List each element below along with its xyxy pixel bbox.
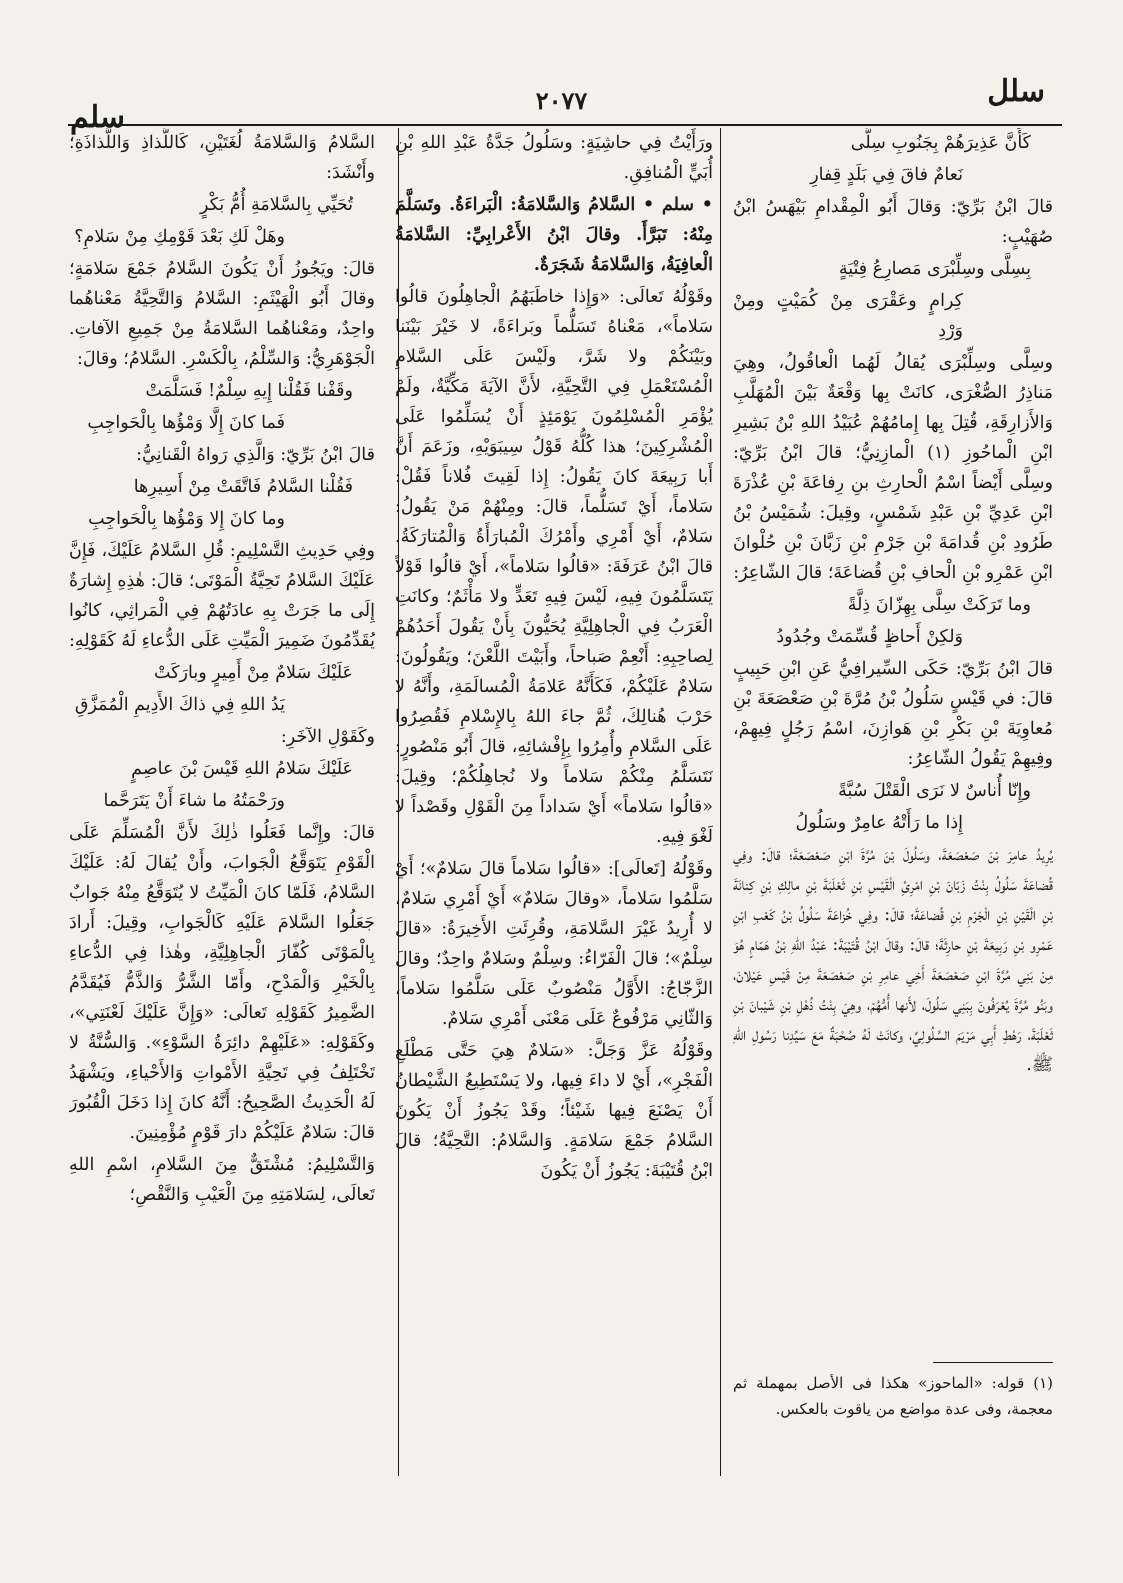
entry-heading-paragraph: • سلم • السَّلامُ وَالسَّلامَةُ: الْبَراءَةُ. وتَسَلَّمَ مِنْهُ: تَبَرَّأَ. وقالَ ابْنُ الأَعْرابِيِّ: السَّلامَةُ الْعافِيَةُ، وَالسَّلامَةُ شَجَرَةٌ. (395, 195, 713, 275)
text-column-right (733, 128, 1053, 1488)
page-number: ٢٠٧٧ (535, 86, 588, 115)
paragraph: يُرِيدُ عامِرَ بْنَ صَعْصَعَةَ، وسَلُولَ بْنَ مُرَّةَ ابْنِ صَعْصَعَةَ؛ قالَ: وفِي قُضاعَةَ سَلُولُ بِنْتُ زَبّانَ بْنِ امْرِئِ الْقَيْسِ بْنِ ثَعْلَبَةَ بْنِ مالِكِ بْنِ كِنانَةَ بْنِ الْقَيْنِ بْنِ الْجَرْمِ بْنِ قُضاعَةَ؛ قالَ: وفِي خُزاعَةَ سَلُولُ بْنُ كَعْبِ ابْنِ عَمْرِو بْنِ رَبِيعَةَ بْنِ حارِثَةَ؛ قالَ: وقالَ ابْنُ قُتَيْبَةَ: عَبْدُ اللهِ بْنُ هَمّامٍ هُوَ مِنْ بَنِي مُرَّةَ ابْنِ صَعْصَعَةَ أَخِي عامِرِ بْنِ صَعْصَعَةَ مِنْ قَيْسِ عَيْلانَ، وبَنُو مُرَّةَ يُعْرَفُونَ بِبَنِي سَلُولَ، لأَنها أُمُّهُمْ، وهِيَ بِنْتُ ذُهْلِ بْنِ شَيْبانَ بْنِ ثَعْلَبَةَ، رَهْطِ أَبِي مَرْيَمَ السَّلُولِيِّ، وكانَتْ لَهُ صُحْبَةٌ مَعَ سَيِّدِنا رَسُولِ اللهِ ﷺ. (733, 845, 1053, 1075)
verse-line: عَلَيْكَ سَلامٌ مِنْ أَمِيرٍ وبارَكَتْ (154, 663, 353, 683)
verse-line: فَما كانَ إِلَّا وَمْؤُها بِالْحَواجِبِ (87, 413, 285, 433)
paragraph: السَّلامُ وَالسَّلامَةُ لُغَتَيْنِ، كَاللَّذاذِ وَاللَّذاذَةِ؛ وأَنْشَدَ: (69, 133, 375, 183)
verse-line: كَأَنَّ عَذِيرَهُمْ بِجَنُوبِ سِلَّى (850, 133, 1031, 153)
header-root-word: سلل (987, 74, 1045, 109)
verse-line: يَدُ اللهِ فِي ذاكَ الأَدِيمِ الْمُمَزَّقِ (74, 695, 285, 715)
text-column-middle (395, 128, 713, 1488)
paragraph: ورَأَيْتُ فِي حاشِيَةٍ: وسَلُولُ جَدَّةُ عَبْدِ اللهِ بْنِ أُبَيٍّ الْمُنافِقِ. (395, 133, 713, 183)
paragraph: قالَ: ويَجُوزُ أَنْ يَكُونَ السَّلامُ جَمْعَ سَلامَةٍ؛ وقالَ أَبُو الْهَيْثَمِ: السَّلامُ وَالتَّحِيَّةُ مَعْناهُما واحِدٌ، ومَعْناهُما السَّلامَةُ مِنْ جَمِيعِ الآفاتِ. الْجَوْهَرِيُّ: وَالسِّلْمُ، بِالْكَسْرِ. السَّلامُ؛ وقالَ: (69, 259, 375, 369)
paragraph: وَالتَّسْلِيمُ: مُشْتَقٌّ مِنَ السَّلامِ، اسْمِ اللهِ تَعالَى، لِسَلامَتِهِ مِنَ الْعَيْبِ وَالنَّقْصِ؛ (69, 1155, 375, 1205)
verse-line: نَعامٌ فاقَ فِي بَلَدٍ قِفارِ (810, 165, 963, 185)
paragraph: وكَقَوْلِ الآخَرِ: (280, 727, 375, 747)
footnote: (١) قوله: «الماحوز» هكذا فى الأصل بمهملة ثم معجمة، وفى عدة مواضع من ياقوت بالعكس. (733, 1374, 1053, 1418)
paragraph: وقَوْلُهُ [تَعالَى]: «قالُوا سَلاماً قالَ سَلامٌ»؛ أَيْ سَلَّمُوا سَلاماً، «وقالَ سَلامٌ» أَيْ أَمْرِي سَلامٌ، لا أُرِيدُ غَيْرَ السَّلامَةِ، وقُرِئَتِ الأَخِيرَةُ: «قالَ سِلْمٌ»؛ قالَ الْفَرّاءُ: وسِلْمٌ وسَلامٌ واحِدٌ؛ وقالَ الزَّجّاجُ: الأَوَّلُ مَنْصُوبٌ عَلَى سَلَّمُوا سَلاماً، وَالثّانِي مَرْفُوعٌ عَلَى مَعْنَى أَمْرِي سَلامٌ. (395, 859, 713, 1029)
paragraph: قالَ ابْنُ بَرِّيّ: وَقالَ أَبُو الْمِقْدامِ بَيْهَسُ ابْنُ صُهَيْبٍ: (733, 197, 1053, 247)
paragraph: قالَ ابْنُ بَرِّيّ: وَالَّذِي رَواهُ الْقَنانِيُّ: (136, 445, 375, 465)
header-next-root-word: سلم (70, 100, 126, 135)
paragraph: وقَوْلُهُ عَزَّ وَجَلَّ: «سَلامٌ هِيَ حَتَّى مَطْلَعِ الْفَجْرِ»، أَيْ لا داءَ فِيها، ولا يَسْتَطِيعُ الشَّيْطانُ أَنْ يَصْنَعَ فِيها شَيْئاً؛ وقَدْ يَجُوزُ أَنْ يَكُونَ السَّلامُ جَمْعَ سَلامَةٍ. وَالسَّلامُ: التَّحِيَّةُ؛ قالَ ابْنُ قُتَيْبَةَ: يَجُوزُ أَنْ يَكُونَ (395, 1041, 713, 1181)
column-divider-right (720, 128, 721, 1476)
verse-line: وإِنّا أُناسٌ لا نَرَى الْقَتْلَ سُبَّةً (838, 781, 1031, 801)
verse-line: كِرامٍ وعَقْرَى مِنْ كُمَيْتٍ ومِنْ وَرْدِ (733, 291, 963, 341)
verse-line: وَلكِنْ أَحاظٍ قُسِّمَتْ وجُدُودُ (776, 627, 963, 647)
paragraph: قالَ: وإِنَّما فَعَلُوا ذٰلِكَ لأَنَّ الْمُسَلِّمَ عَلَى الْقَوْمِ يَتَوَقَّعُ الْجَوابَ، وأَنْ يُقالَ لَهُ: عَلَيْكَ السَّلامُ، فَلَمّا كانَ الْمَيِّتُ لا يُتَوَقَّعُ مِنْهُ جَوابٌ جَعَلُوا السَّلامَ عَلَيْهِ كَالْجَوابِ، وقِيلَ: أَرادَ بِالْمَوْتَى كُفّارَ الْجاهِلِيَّةِ، وهٰذا فِي الدُّعاءِ بِالْخَيْرِ وَالْمَدْحِ، وأَمّا الشَّرُّ وَالذَّمُّ فَيُقَدَّمُ الضَّمِيرُ كَقَوْلِهِ تَعالَى: «وَإِنَّ عَلَيْكَ لَعْنَتِي»، وكَقَوْلِهِ: «عَلَيْهِمْ دائِرَةُ السَّوْءِ». وَالسُّنَّةُ لا تَخْتَلِفُ فِي تَحِيَّةِ الأَمْواتِ وَالأَحْياءِ، ويَشْهَدُ لَهُ الْحَدِيثُ الصَّحِيحُ: أَنَّهُ كانَ إِذا دَخَلَ الْقُبُورَ قالَ: سَلامٌ عَلَيْكُمْ دارَ قَوْمٍ مُؤْمِنِينَ. (69, 823, 375, 1143)
verse-line: إِذا ما رَأَتْهُ عامِرٌ وسَلُولُ (795, 813, 963, 833)
paragraph: وقَوْلُهُ تَعالَى: «وَإِذا خاطَبَهُمُ الْجاهِلُونَ قالُوا سَلاماً»، مَعْناهُ تَسَلُّماً وبَراءَةً، لا خَيْرَ بَيْنَنا وبَيْنَكُمْ ولا شَرَّ، ولَيْسَ عَلَى السَّلامِ الْمُسْتَعْمَلِ فِي التَّحِيَّةِ، لأَنَّ الآيَةَ مَكِّيَّةٌ، ولَمْ يُؤْمَرِ الْمُسْلِمُونَ يَوْمَئِذٍ أَنْ يُسَلِّمُوا عَلَى الْمُشْرِكِينَ؛ هذا كُلُّهُ قَوْلُ سِيبَوَيْهِ، وزَعَمَ أَنَّ أَبا رَبِيعَةَ كانَ يَقُولُ: إِذا لَقِيتَ فُلاناً فَقُلْ: سَلاماً، أَيْ تَسَلُّماً، قالَ: ومِنْهُمْ مَنْ يَقُولُ: سَلامٌ، أَيْ أَمْرِي وأَمْرُكَ الْمُبارَأَةُ وَالْمُتارَكَةُ. قالَ ابْنُ عَرَفَةَ: «قالُوا سَلاماً»، أَيْ قالُوا قَوْلاً يَتَسَلَّمُونَ فِيهِ، لَيْسَ فِيهِ تَعَدٍّ ولا مَأْثَمٌ؛ وكانَتِ الْعَرَبُ فِي الْجاهِلِيَّةِ يُحَيُّونَ بِأَنْ يَقُولَ أَحَدُهُمْ لِصاحِبِهِ: أَنْعِمْ صَباحاً، وأَبَيْتَ اللَّعْنَ؛ ويَقُولُونَ: سَلامٌ عَلَيْكُمْ، فَكَأَنَّهُ عَلامَةُ الْمُسالَمَةِ، وأَنَّهُ لا حَرْبَ هُنالِكَ، ثُمَّ جاءَ اللهُ بِالإِسْلامِ فَقُصِرُوا عَلَى السَّلامِ وأُمِرُوا بِإِفْشائِهِ، قالَ أَبُو مَنْصُورٍ: نَتَسَلَّمُ مِنْكُمْ سَلاماً ولا نُجاهِلُكُمْ؛ وقِيلَ: «قالُوا سَلاماً» أَيْ سَداداً مِنَ الْقَوْلِ وقَصْداً لا لَغْوَ فِيهِ. (395, 287, 713, 847)
header-divider (68, 124, 1062, 126)
verse-line: فَقُلْنا السَّلامُ فَاتَّقَتْ مِنْ أَسِيرِها (133, 477, 353, 497)
verse-line: وما كانَ إِلا وَمْؤُها بِالْحَواجِبِ (88, 509, 285, 529)
text-column-left (69, 128, 375, 1488)
paragraph: وسِلَّى وسِلِّبْرَى يُقالُ لَهُما الْعاقُولُ، وهِيَ مَناذِرُ الصُّغْرَى، كانَتْ بِها وَقْعَةٌ بَيْنَ الْمُهَلَّبِ وَالأَزارِقَةِ، قُتِلَ بِها إِمامُهُمْ عُبَيْدُ اللهِ بْنُ بَشِيرِ ابْنِ الْماحُوزِ (١) الْمازِنِيُّ؛ قالَ ابْنُ بَرِّيّ: وسِلَّى أَيْضاً اسْمُ الْحارِثِ بنِ رِفاعَةَ بْنِ عُذْرَةَ ابْنِ عَدِيِّ بْنِ عَبْدِ شَمْسٍ، وقِيلَ: شُمَيْسُ بْنُ طَرُودِ بْنِ قُدامَةَ بْنِ جَرْمِ بْنِ زَبَّانَ بْنِ حُلْوانَ ابْنِ عَمْرِو بْنِ الْحافِ بْنِ قُضاعَةَ؛ قالَ الشّاعِرُ: (733, 353, 1053, 583)
verse-line: وهَلْ لَكِ بَعْدَ قَوْمِكِ مِنْ سَلامِ؟ (74, 227, 285, 247)
verse-line: تُحَيِّي بِالسَّلامَةِ أُمُّ بَكْرٍ (200, 195, 353, 215)
paragraph: قالَ ابْنُ بَرِّيّ: حَكَى السِّيرافِيُّ عَنِ ابْنِ حَبِيبٍ قالَ: في قَيْسٍ سَلُولُ بْنُ مُرَّةَ بْنِ صَعْصَعَةَ بْنِ مُعاوِيَةَ بْنِ بَكْرِ بْنِ هَوازِنَ، اسْمُ رَجُلٍ فِيهِمْ، وفِيهِمْ يَقُولُ الشّاعِرُ: (733, 659, 1053, 769)
verse-line: وقَفْنا فَقُلْنا إِيهِ سِلْمٌ! فَسَلَّمَتْ (145, 381, 353, 401)
verse-line: ورَحْمَتُهُ ما شاءَ أَنْ يَتَرَحَّما (103, 791, 285, 811)
verse-line: وما تَرَكَتْ سِلَّى بِهِزّانَ ذِلَّةً (847, 595, 1031, 615)
verse-line: عَلَيْكَ سَلامُ اللهِ قَيْسَ بْنَ عاصِمٍ (131, 759, 353, 779)
paragraph: وفِي حَدِيثِ التَّسْلِيمِ: قُلِ السَّلامُ عَلَيْكَ، فَإِنَّ عَلَيْكَ السَّلامُ تَحِيَّةُ الْمَوْتَى؛ قالَ: هٰذِهِ إِشارَةٌ إِلَى ما جَرَتْ بِهِ عادَتُهُمْ فِي الْمَراثِي، كانُوا يُقَدِّمُونَ ضَمِيرَ الْمَيِّتِ عَلَى الدُّعاءِ لَهُ كَقَوْلِهِ: (69, 541, 375, 651)
verse-line: بِسِلَّى وسِلِّبْرَى مَصارِعُ فِتْيَةٍ (838, 259, 1031, 279)
footnote-divider (933, 1362, 1053, 1363)
